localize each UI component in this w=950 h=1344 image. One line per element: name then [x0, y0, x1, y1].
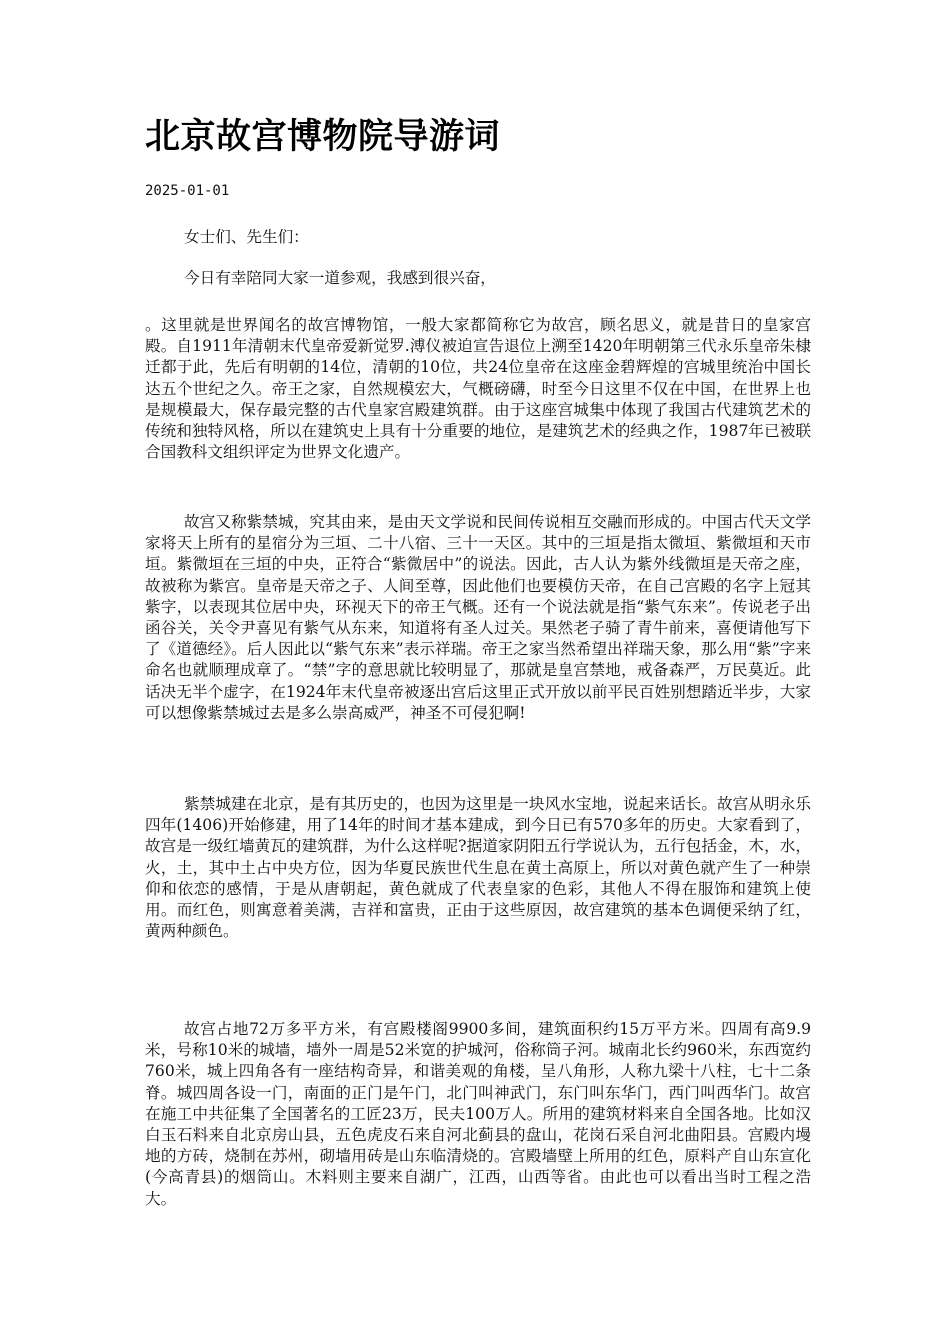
paragraph-greeting: 女士们、先生们：	[184, 228, 309, 246]
document-title: 北京故宫博物院导游词	[145, 117, 501, 157]
paragraph-forbidden-city-name: 故宫又称紫禁城，究其由来，是由天文学说和民间传说相互交融而形成的。中国古代天文学家将天上所有的星宿分为三垣、二十八宿、三十一天区。其中的三垣是指太微垣、紫微垣和天市垣。紫微垣在三垣的中央，正符合“紫微居中”的说法。因此，古人认为紫外线微垣是天帝之座，故被称为紫宫。皇帝是天帝之子、人间至尊，因此他们也要模仿天帝，在自己宫殿的名字上冠其紫字，以表现其位居中央，环视天下的帝王气概。还有一个说法就是指“紫气东来”。传说老子出函谷关，关令尹喜见有紫气从东来，知道将有圣人过关。果然老子骑了青牛前来，喜便请他写下了《道德经》。后人因此以“紫气东来”表示祥瑞。帝王之家当然希望出祥瑞天象，那么用“紫”字来命名也就顺理成章了。“禁”字的意思就比较明显了，那就是皇宫禁地，戒备森严，万民莫近。此话决无半个虚字，在1924年末代皇帝被逐出宫后这里正式开放以前平民百姓别想踏近半步，大家可以想像紫禁城过去是多么崇高威严，神圣不可侵犯啊!	[145, 513, 811, 722]
paragraph-area-construction: 故宫占地72万多平方米，有宫殿楼阁9900多间，建筑面积约15万平方米。四周有高9.9米，号称10米的城墙，墙外一周是52米宽的护城河，俗称筒子河。城南北长约960米，东西宽约760米，城上四角各有一座结构奇异，和谐美观的角楼，呈八角形，人称九梁十八柱，七十二条脊。城四周各设一门，南面的正门是午门，北门叫神武门，东门叫东华门，西门叫西华门。故宫在施工中共征集了全国著名的工匠23万，民夫100万人。所用的建筑材料来自全国各地。比如汉白玉石料来自北京房山县，五色虎皮石来自河北蓟县的盘山，花岗石采自河北曲阳县。宫殿内墁地的方砖，烧制在苏州，砌墙用砖是山东临清烧的。宫殿墙壁上所用的红色，原料产自山东宣化(今高青县)的烟筒山。木料则主要来自湖广，江西，山西等省。由此也可以看出当时工程之浩大。	[145, 1020, 811, 1208]
paragraph-intro: 今日有幸陪同大家一道参观，我感到很兴奋，	[184, 269, 496, 287]
paragraph-history-colors: 紫禁城建在北京，是有其历史的，也因为这里是一块风水宝地，说起来话长。故宫从明永乐四年(1406)开始修建，用了14年的时间才基本建成，到今日已有570多年的历史。大家看到了，故宫是一级红墙黄瓦的建筑群，为什么这样呢?据道家阴阳五行学说认为，五行包括金，木，水，火，土，其中土占中央方位，因为华夏民族世代生息在黄土高原上，所以对黄色就产生了一种崇仰和依恋的感情，于是从唐朝起，黄色就成了代表皇家的色彩，其他人不得在服饰和建筑上使用。而红色，则寓意着美满，吉祥和富贵，正由于这些原因，故宫建筑的基本色调便采纳了红，黄两种颜色。	[145, 795, 811, 941]
document-date: 2025-01-01	[145, 183, 230, 199]
paragraph-overview: 。这里就是世界闻名的故宫博物馆，一般大家都简称它为故宫，顾名思义，就是昔日的皇家宫殿。自1911年清朝末代皇帝爱新觉罗.溥仪被迫宣告退位上溯至1420年明朝第三代永乐皇帝朱棣迁都于此，先后有明朝的14位，清朝的10位，共24位皇帝在这座金碧辉煌的宫城里统治中国长达五个世纪之久。帝王之家，自然规模宏大，气概磅礴，时至今日这里不仅在中国，在世界上也是规模最大，保存最完整的古代皇家宫殿建筑群。由于这座宫城集中体现了我国古代建筑艺术的传统和独特风格，所以在建筑史上具有十分重要的地位，是建筑艺术的经典之作，1987年已被联合国教科文组织评定为世界文化遗产。	[145, 316, 811, 462]
